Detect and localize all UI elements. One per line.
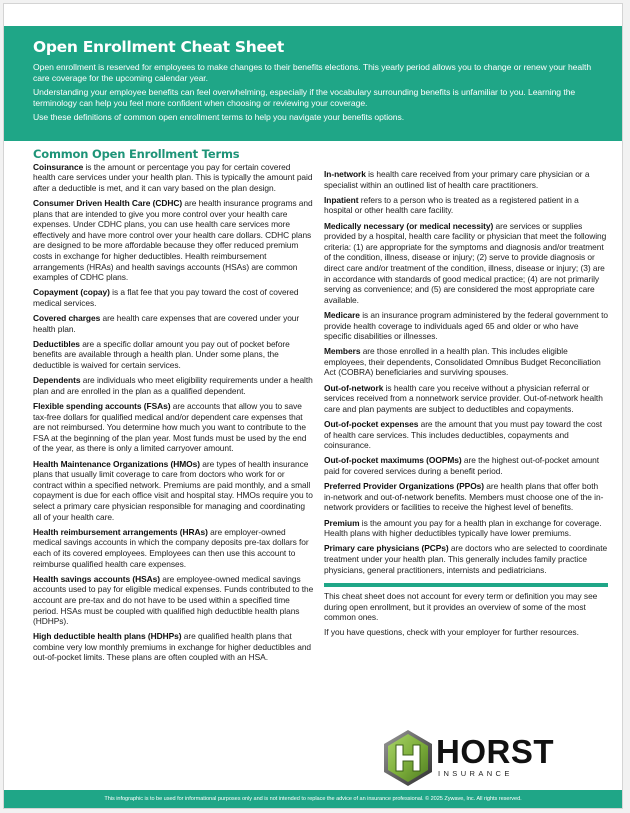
- term-out-of-network: [324, 383, 608, 415]
- closing-note: This cheat sheet does not account for every term or definition you may see during open enrollment, but it provides an overview of some of the most common ones.: [324, 591, 598, 623]
- term-definition: are accounts that allow you to save tax-free dollars for qualified medical and/or dependent care expenses that are not reimbursed. You determine how much you want to contribute to the FSA at the beginning of the plan year. Most funds must be used by the end of the year, as there is only a limited carryover amount.: [33, 401, 307, 454]
- term-hsa: [33, 574, 315, 627]
- term-name: Inpatient: [324, 194, 359, 205]
- term-hra: [33, 527, 315, 569]
- term-name: High deductible health plans (HDHPs): [33, 631, 182, 642]
- term-name: Medicare: [324, 309, 360, 320]
- term-name: Deductibles: [33, 338, 80, 349]
- term-name: Coinsurance: [33, 161, 84, 172]
- term-definition: is the amount you pay for a health plan in exchange for coverage. Health plans with higher deductibles typically have lower premiums.: [324, 517, 602, 539]
- term-name: Flexible spending accounts (FSAs): [33, 401, 171, 412]
- hexagon-h-icon: [382, 729, 434, 787]
- logo-wordmark: HORST: [436, 733, 554, 770]
- header-banner: [4, 26, 622, 141]
- term-definition: are employer-owned medical savings accounts in which the company deposits pre-tax dollars for each of its covered employees. Employees can then use this account to reimburse qualified health care expenses.: [33, 526, 309, 569]
- logo-subtitle: INSURANCE: [438, 769, 513, 778]
- term-dependents: [33, 375, 315, 396]
- intro-paragraph: Understanding your employee benefits can feel overwhelming, especially if the vocabulary surrounding benefits is unfamiliar to you. Learning the terminology can help you feel more confident when choosing or reviewing your coverage.: [33, 87, 576, 108]
- right-column: [324, 169, 608, 642]
- term-name: Out-of-pocket maximums (OOPMs): [324, 455, 462, 466]
- term-name: Preferred Provider Organizations (PPOs): [324, 481, 485, 492]
- term-definition: are employee-owned medical savings accounts used to pay for eligible medical expenses. Funds contributed to the account are pre-tax and do not have to be used within a specified time period. HSAs must be coupled with qualified high deductible health plans (HDHPs).: [33, 573, 314, 627]
- term-hmo: [33, 459, 315, 523]
- term-definition: are health care expenses that are covered under your health plan.: [33, 313, 300, 334]
- term-pcp: [324, 543, 608, 575]
- term-oopm: [324, 455, 608, 476]
- term-name: Consumer Driven Health Care (CDHC): [33, 197, 183, 208]
- intro-paragraph: Open enrollment is reserved for employees to make changes to their benefits elections. This yearly period allows you to change or renew your health care coverage for the upcoming calendar year.: [33, 62, 592, 83]
- term-copayment: [33, 287, 315, 308]
- term-medicare: [324, 310, 608, 342]
- term-definition: are services or supplies provided by a hospital, health care facility or physician that meet the following criteria: (1) are appropriate for the symptoms and diagnosis and/or treatment of the condition, illness, disease or injury; (2) serve to provide diagnosis or direct care and/or treatment of the condition, illness, disease or injury; (3) are in accordance with standards of good medical practice; (4) are not primarily serving as convenience; and (5) are considered the most appropriate care available.: [324, 220, 607, 305]
- term-definition: is an insurance program administered by the federal government to provide health coverage to individuals aged 65 and older or who have specific disabilities or illnesses.: [324, 309, 609, 342]
- term-definition: are qualified health plans that combine very low monthly premiums in exchange for higher deductibles and out-of-pocket limits. These plans are often coupled with an HSA.: [33, 631, 312, 663]
- term-definition: is health care you receive without a physician referral or services received from a nonnetwork service provider. Out-of-network health care and plan payments are subject to deductibles and copayments.: [324, 382, 603, 414]
- term-definition: are a specific dollar amount you pay out of pocket before benefits are available through a health plan. Under some plans, the deductible is waived for certain services.: [33, 338, 290, 371]
- horst-insurance-logo: [382, 729, 552, 789]
- term-members: [324, 346, 608, 378]
- term-medically-necessary: [324, 221, 608, 306]
- term-definition: refers to a person who is treated as a registered patient in a hospital or other health care facility.: [324, 194, 579, 216]
- document-page: [3, 3, 623, 809]
- term-coinsurance: [33, 162, 315, 194]
- term-definition: are the amount that you must pay toward the cost of health care services. This includes deductibles, copayments and coinsurance.: [324, 419, 603, 451]
- term-deductibles: [33, 339, 315, 371]
- term-covered-charges: [33, 313, 315, 334]
- term-ppo: [324, 481, 608, 513]
- term-hdhp: [33, 631, 315, 663]
- term-name: Health reimbursement arrangements (HRAs): [33, 526, 208, 537]
- term-name: Primary care physicians (PCPs): [324, 543, 449, 554]
- term-name: Out-of-network: [324, 382, 384, 393]
- section-divider: [324, 583, 608, 587]
- term-definition: is the amount or percentage you pay for certain covered health care services under your health plan. This is typically the amount paid after a deductible is met, and it can vary based on the plan design.: [33, 161, 313, 193]
- left-column: [33, 149, 315, 668]
- term-definition: are health plans that offer both in-network and out-of-network benefits. Members must choose one of the in-network providers or facilities to receive the highest level of benefits.: [324, 481, 604, 513]
- term-definition: is a flat fee that you pay toward the cost of covered medical services.: [33, 287, 299, 308]
- closing-note: If you have questions, check with your employer for further resources.: [324, 626, 579, 637]
- term-cdhc: [33, 198, 315, 283]
- section-title: Common Open Enrollment Terms: [33, 147, 240, 161]
- term-name: Premium: [324, 517, 360, 528]
- term-fsa: [33, 401, 315, 454]
- term-definition: are those enrolled in a health plan. This includes eligible employees, their dependents, Consolidated Omnibus Budget Reconciliation Act (COBRA) beneficiaries and surviving spouses.: [324, 346, 601, 378]
- footer-disclaimer: This infographic is to be used for informational purposes only and is not intended to replace the advice of an insurance professional. © 2025 Zywave, Inc. All rights reserved.: [4, 790, 622, 808]
- term-name: Health Maintenance Organizations (HMOs): [33, 458, 200, 469]
- term-inpatient: [324, 195, 608, 216]
- term-name: Medically necessary (or medical necessity): [324, 220, 494, 231]
- term-name: Copayment (copay): [33, 287, 110, 298]
- term-name: Covered charges: [33, 313, 101, 324]
- intro-paragraph: Use these definitions of common open enrollment terms to help you navigate your benefits options.: [33, 112, 405, 122]
- term-name: In-network: [324, 169, 366, 179]
- term-definition: are doctors who are selected to coordinate treatment under your health plan. This generally includes family practice physicians, general practitioners, internists and pediatricians.: [324, 543, 608, 575]
- term-out-of-pocket-expenses: [324, 419, 608, 451]
- term-definition: are types of health insurance plans that usually limit coverage to care from doctors who work for or contract within a specified network. Premiums are paid monthly, and a small copayment is due for each office visit and hospital stay. HMOs require you to select a primary care physician responsible for managing and coordinating all of your health care.: [33, 458, 313, 522]
- term-name: Members: [324, 346, 361, 357]
- term-definition: are the highest out-of-pocket amount paid for covered services during a benefit period.: [324, 455, 599, 476]
- term-name: Health savings accounts (HSAs): [33, 573, 160, 584]
- term-premium: [324, 518, 608, 539]
- term-definition: is health care received from your primary care physician or a specialist within an outlined list of health care practitioners.: [324, 169, 590, 190]
- term-name: Out-of-pocket expenses: [324, 419, 419, 430]
- term-in-network: [324, 169, 608, 190]
- term-name: Dependents: [33, 375, 81, 386]
- term-definition: are health insurance programs and plans that are intended to give you more control over your health care expenses. Under CDHC plans, you can use health care services more effectively and have more control over your health care dollars. CDHC plans are designed to be more affordable because they offer reduced premium costs in exchange for higher deductibles. Health reimbursement arrangements (HRAs) and health savings accounts (HSAs) are common examples of CDHC plans.: [33, 197, 313, 283]
- page-title: Open Enrollment Cheat Sheet: [33, 38, 284, 56]
- term-definition: are individuals who meet eligibility requirements under a health plan and are enrolled in the plan as a qualified dependent.: [33, 375, 313, 396]
